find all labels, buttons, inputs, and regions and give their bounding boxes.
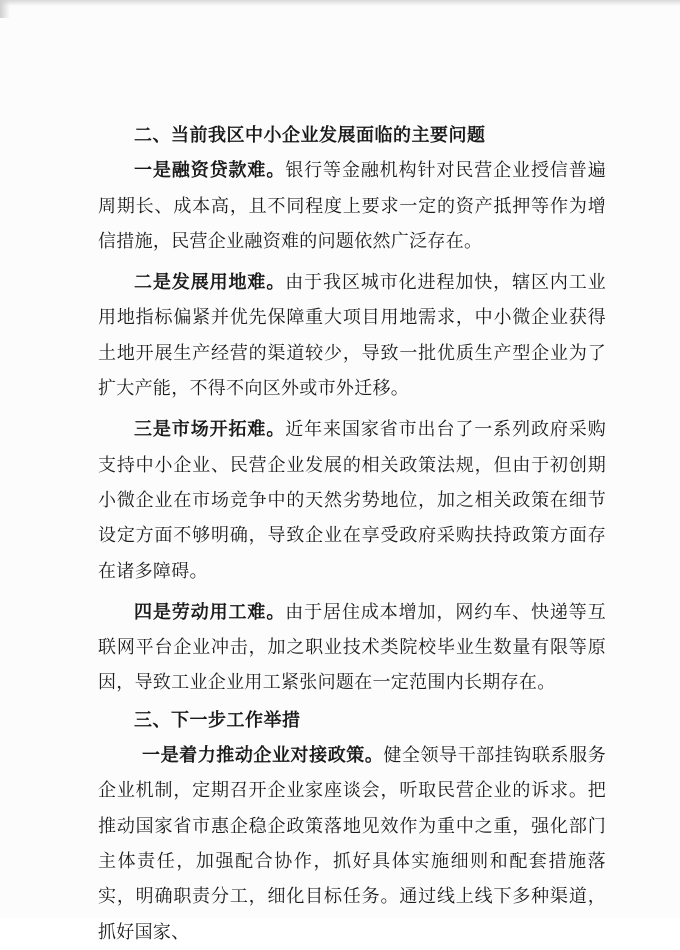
paragraph-text: 由于我区城市化进程加快，辖区内工业用地指标偏紧并优先保障重大项目用地需求，中小微企业获得土地开展生产经营的渠道较少，导致一批优质生产型企业为了扩大产能，不得不向区外或市外迁移。	[98, 272, 606, 400]
paragraph-market	[98, 412, 606, 588]
paragraph-lead: 一是着力推动企业对接政策。	[142, 745, 384, 767]
paragraph-policy	[98, 738, 606, 950]
scan-corner-shadow	[0, 0, 10, 18]
paragraph-text: 健全领导干部挂钩联系服务企业机制，定期召开企业家座谈会，听取民营企业的诉求。把推动国家省市惠企稳企政策落地见效作为重中之重，强化部门主体责任，加强配合协作，抓好具体实施细则和配套措施落实，明确职责分工，细化目标任务。通过线上线下多种渠道，抓好国家、	[98, 745, 606, 943]
paragraph-text: 由于居住成本增加，网约车、快递等互联网平台企业冲击，加之职业技术类院校毕业生数量有限等原因，导致工业企业用工紧张问题在一定范围内长期存在。	[98, 601, 606, 694]
section-heading-problems: 二、当前我区中小企业发展面临的主要问题	[134, 125, 486, 146]
paragraph-lead: 四是劳动用工难。	[134, 601, 286, 623]
paragraph-labor	[98, 595, 606, 701]
document-body	[98, 118, 606, 950]
paragraph-text: 近年来国家省市出台了一系列政府采购支持中小企业、民营企业发展的相关政策法规，但由于初创期小微企业在市场竞争中的天然劣势地位，加之相关政策在细节设定方面不够明确，导致企业在享受政府采购扶持政策方面存在诸多障碍。	[98, 419, 606, 582]
scan-edge-shadow	[0, 0, 680, 6]
paragraph-lead: 三是市场开拓难。	[134, 419, 286, 441]
paragraph-lead: 二是发展用地难。	[134, 272, 286, 294]
paragraph-text: 银行等金融机构针对民营企业授信普遍周期长、成本高，且不同程度上要求一定的资产抵押等作为增信措施，民营企业融资难的问题依然广泛存在。	[98, 160, 606, 252]
paragraph-land-use	[98, 265, 606, 406]
section-heading-next-steps: 三、下一步工作举措	[134, 709, 301, 731]
paragraph-lead: 一是融资贷款难。	[134, 160, 286, 182]
paragraph-financing	[98, 153, 606, 259]
